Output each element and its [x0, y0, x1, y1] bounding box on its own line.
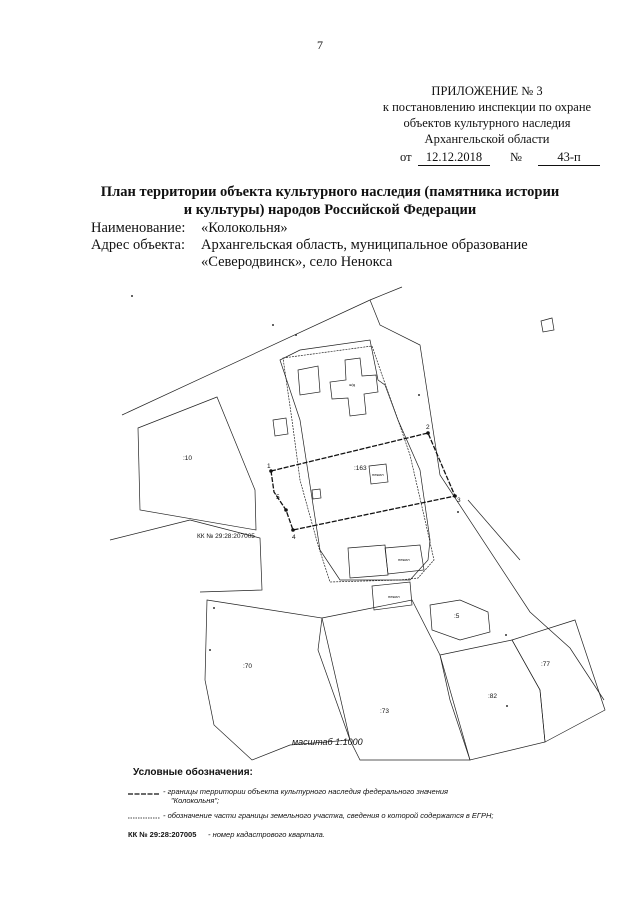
quarter-number-label: КК № 29:28:207005 — [197, 533, 255, 540]
building-small-ne — [541, 318, 554, 332]
name-value: «Колокольня» — [201, 220, 288, 236]
parcel-82-outline — [440, 640, 545, 760]
parcel-70-label: :70 — [243, 663, 253, 670]
turning-points — [269, 431, 457, 532]
heritage-territory-boundary — [271, 433, 455, 530]
parcel-10-label: :10 — [183, 455, 193, 462]
map-dot — [457, 511, 459, 513]
parcel-163-inner-boundary — [283, 346, 434, 582]
appendix-line-2: объектов культурного наследия — [403, 116, 571, 130]
parcel-10-outline — [138, 397, 256, 530]
parcel-77-outline — [512, 620, 605, 742]
number-value: 43-п — [538, 150, 600, 166]
legend-item-1-text: - границы территории объекта культурного наследия федерального значения — [163, 787, 449, 796]
address-line-2: «Северодвинск», село Ненокса — [201, 254, 393, 270]
parcel-73-label: :73 — [380, 708, 390, 715]
parcel-73-outline — [322, 600, 470, 760]
map-dot — [506, 705, 508, 707]
parcel-70-outline — [205, 600, 350, 760]
date-prefix: от — [400, 150, 412, 164]
point-2-label: 2 — [426, 424, 430, 431]
parcel-5-label: :5 — [454, 613, 460, 620]
parcel-163-label: :163 — [354, 465, 367, 472]
building-south-label: нежил — [398, 557, 410, 562]
bell-tower-label: нежил — [372, 472, 384, 477]
parcel-82-label: :82 — [488, 693, 498, 700]
appendix-line-3: Архангельской области — [424, 132, 550, 146]
building-south-1 — [348, 545, 388, 578]
parcel-boundary-north — [122, 287, 402, 415]
map-dot — [505, 634, 507, 636]
legend-item-2-text: - обозначение части границы земельного участка, сведения о которой содержатся в ЕГРН; — [163, 811, 494, 820]
legend-item-1-text-2: "Колокольня"; — [171, 796, 220, 805]
map-dot — [295, 334, 297, 336]
building-tiny — [312, 489, 321, 499]
parcel-boundary-east — [370, 300, 604, 700]
map-dot — [209, 649, 211, 651]
date-value: 12.12.2018 — [418, 150, 490, 166]
legend-title: Условные обозначения: — [133, 767, 253, 778]
church-label: ж/д — [349, 382, 356, 387]
church-building — [330, 358, 378, 416]
document-title-line-1: План территории объекта культурного наследия (памятника истории — [100, 184, 560, 200]
point-3-label: 3 — [457, 497, 461, 504]
page-number: 7 — [317, 38, 323, 52]
point-2-marker — [426, 431, 430, 435]
point-1-label: 1 — [267, 463, 271, 470]
building-small-w — [273, 418, 288, 436]
building-south-3-label: нежил — [388, 594, 400, 599]
parcel-77-label: :77 — [541, 661, 551, 668]
number-prefix: № — [510, 150, 522, 164]
appendix-line-1: к постановлению инспекции по охране — [382, 100, 592, 114]
point-5-marker — [284, 508, 288, 512]
map-dot — [131, 295, 133, 297]
address-line-1: Архангельская область, муниципальное образование — [201, 237, 528, 253]
appendix-title: ПРИЛОЖЕНИЕ № 3 — [431, 84, 543, 98]
legend-item-3-code: КК № 29:28:207005 — [128, 830, 197, 839]
name-label: Наименование: — [91, 220, 186, 236]
point-4-label: 4 — [292, 534, 296, 541]
point-4-marker — [291, 528, 295, 532]
legend-item-3-text: - номер кадастрового квартала. — [208, 830, 325, 839]
building-5-outline — [430, 600, 490, 640]
building-small-nw — [298, 366, 320, 395]
scale-label: масштаб 1:1000 — [292, 737, 363, 747]
parcel-west-outline — [190, 520, 262, 592]
map-dot — [418, 394, 420, 396]
map-dot — [272, 324, 274, 326]
map-dot — [213, 607, 215, 609]
parcel-163-outline — [280, 340, 430, 580]
parcel-boundary-west — [110, 520, 190, 540]
address-label: Адрес объекта: — [91, 237, 185, 253]
point-5-label: 5 — [276, 494, 280, 501]
document-title-line-2: и культуры) народов Российской Федерации — [183, 202, 477, 218]
